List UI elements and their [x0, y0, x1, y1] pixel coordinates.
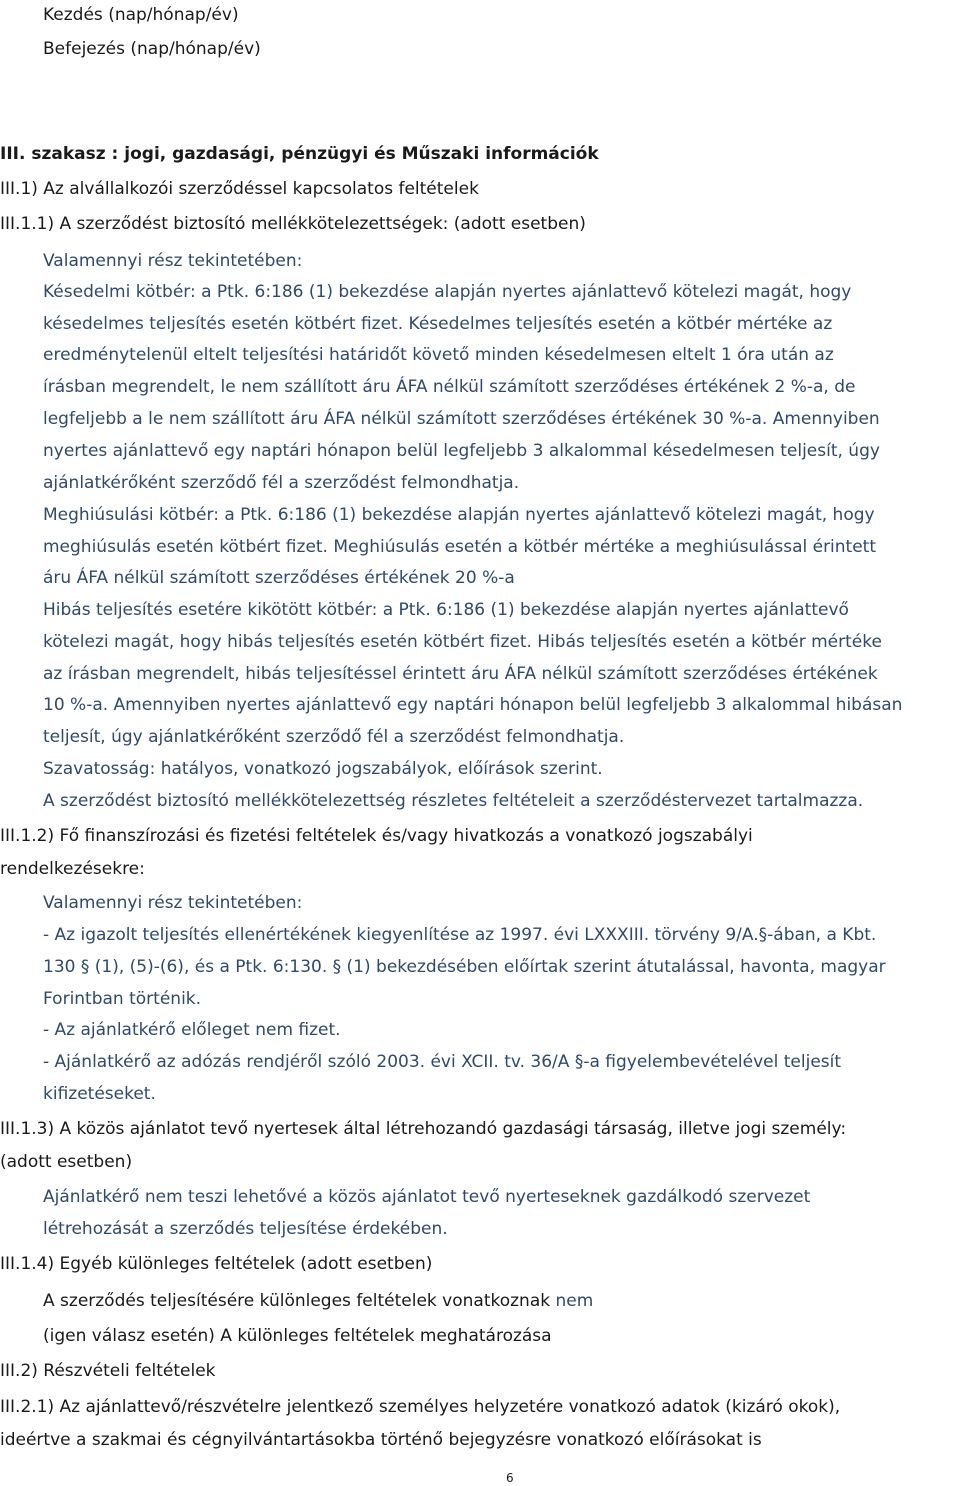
paragraph-line: kifizetéseket.	[43, 1084, 156, 1104]
special-conditions-value: nem	[555, 1291, 594, 1311]
paragraph-line: - Az ajánlatkérő előleget nem fizet.	[43, 1020, 341, 1040]
paragraph-line: írásban megrendelt, le nem szállított áru ÁFA nélkül számított szerződéses értékének 2 %-a, de	[43, 377, 856, 397]
subsection-heading-3-1-2: III.1.2) Fő finanszírozási és fizetési feltételek és/vagy hivatkozás a vonatkozó jogszabályi	[0, 826, 753, 846]
paragraph-line: meghiúsulás esetén kötbért fizet. Meghiúsulás esetén a kötbér mértéke a meghiúsulással érintett	[43, 537, 877, 557]
subsection-heading-3-1-4: III.1.4) Egyéb különleges feltételek (adott esetben)	[0, 1254, 433, 1274]
paragraph-line: Ajánlatkérő nem teszi lehetővé a közös ajánlatot tevő nyerteseknek gazdálkodó szervezet	[43, 1187, 811, 1207]
paragraph-line: legfeljebb a le nem szállított áru ÁFA nélkül számított szerződéses értékének 30 %-a. Amennyiben	[43, 409, 880, 429]
paragraph-line: késedelmes teljesítés esetén kötbért fizet. Késedelmes teljesítés esetén a kötbér mértéke az	[43, 314, 833, 334]
paragraph-line: Forintban történik.	[43, 989, 202, 1009]
special-conditions-text: A szerződés teljesítésére különleges feltételek vonatkoznak	[43, 1291, 551, 1311]
subsection-heading-3-1-3: III.1.3) A közös ajánlatot tevő nyertesek által létrehozandó gazdasági társaság, illetve jogi személy:	[0, 1119, 847, 1139]
paragraph-line: az írásban megrendelt, hibás teljesítéssel érintett áru ÁFA nélkül számított szerződéses értékének	[43, 664, 878, 684]
paragraph-line: teljesít, úgy ajánlatkérőként szerződő fél a szerződést felmondhatja.	[43, 727, 625, 747]
paragraph-line: áru ÁFA nélkül számított szerződéses értékének 20 %-a	[43, 568, 515, 588]
paragraph-line: Meghiúsulási kötbér: a Ptk. 6:186 (1) bekezdése alapján nyertes ajánlattevő kötelezi magát, hogy	[43, 505, 875, 525]
paragraph-line: ajánlatkérőként szerződő fél a szerződést felmondhatja.	[43, 473, 520, 493]
special-conditions-line	[43, 1290, 593, 1312]
special-conditions-definition: (igen válasz esetén) A különleges feltételek meghatározása	[43, 1326, 552, 1346]
paragraph-line: 10 %-a. Amennyiben nyertes ajánlattevő egy naptári hónapon belül legfeljebb 3 alkalommal hibásan	[43, 695, 903, 715]
section-title: III. szakasz : jogi, gazdasági, pénzügyi és Műszaki információk	[0, 144, 599, 164]
subsection-heading-3-2-1-cont: ideértve a szakmai és cégnyilvántartásokba történő bejegyzésre vonatkozó előírásokat is	[0, 1430, 762, 1450]
paragraph-line: nyertes ajánlattevő egy naptári hónapon belül legfeljebb 3 alkalommal késedelmesen teljesít, úgy	[43, 441, 880, 461]
subsection-heading-3-1-1: III.1.1) A szerződést biztosító mellékkötelezettségek: (adott esetben)	[0, 214, 586, 234]
paragraph-line: - Ajánlatkérő az adózás rendjéről szóló 2003. évi XCII. tv. 36/A §-a figyelembevételével teljesít	[43, 1052, 842, 1072]
paragraph-line: Valamennyi rész tekintetében:	[43, 251, 303, 271]
paragraph-line: Késedelmi kötbér: a Ptk. 6:186 (1) bekezdése alapján nyertes ajánlattevő kötelezi magát, hogy	[43, 282, 852, 302]
start-date-label: Kezdés (nap/hónap/év)	[43, 5, 239, 25]
subsection-heading-3-1-2-cont: rendelkezésekre:	[0, 859, 145, 879]
subsection-heading-3-1: III.1) Az alvállalkozói szerződéssel kapcsolatos feltételek	[0, 179, 479, 199]
paragraph-line: - Az igazolt teljesítés ellenértékének kiegyenlítése az 1997. évi LXXXIII. törvény 9/A.§-ában, a Kbt.	[43, 925, 877, 945]
subsection-heading-3-2-1: III.2.1) Az ajánlattevő/részvételre jelentkező személyes helyzetére vonatkozó adatok (kizáró okok),	[0, 1397, 841, 1417]
end-date-label: Befejezés (nap/hónap/év)	[43, 39, 261, 59]
page-number: 6	[506, 1471, 514, 1485]
paragraph-line: kötelezi magát, hogy hibás teljesítés esetén kötbért fizet. Hibás teljesítés esetén a kötbér mértéke	[43, 632, 882, 652]
paragraph-line: Hibás teljesítés esetére kikötött kötbér: a Ptk. 6:186 (1) bekezdése alapján nyertes ajánlattevő	[43, 600, 849, 620]
subsection-heading-3-2: III.2) Részvételi feltételek	[0, 1361, 216, 1381]
paragraph-line: Szavatosság: hatályos, vonatkozó jogszabályok, előírások szerint.	[43, 759, 603, 779]
paragraph-line: 130 § (1), (5)-(6), és a Ptk. 6:130. § (1) bekezdésében előírtak szerint átutalással, havonta, magyar	[43, 957, 886, 977]
paragraph-line: létrehozását a szerződés teljesítése érdekében.	[43, 1219, 448, 1239]
paragraph-line: A szerződést biztosító mellékkötelezettség részletes feltételeit a szerződéstervezet tartalmazza.	[43, 791, 864, 811]
paragraph-line: eredménytelenül eltelt teljesítési határidőt követő minden késedelmesen eltelt 1 óra után az	[43, 345, 834, 365]
subsection-heading-3-1-3-cont: (adott esetben)	[0, 1152, 133, 1172]
paragraph-line: Valamennyi rész tekintetében:	[43, 893, 303, 913]
